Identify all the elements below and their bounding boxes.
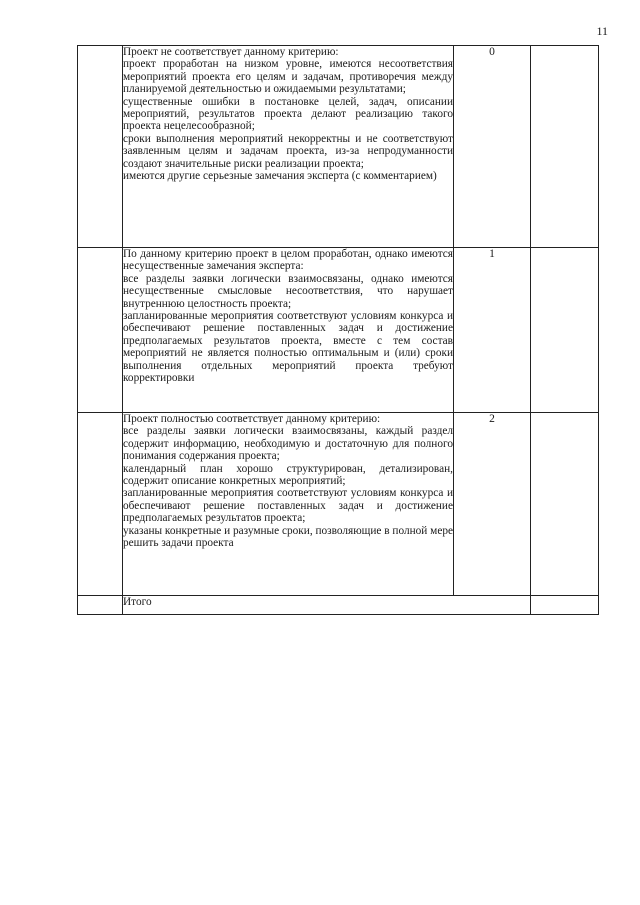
criterion-line: Проект не соответствует данному критерию:	[123, 46, 339, 58]
criterion-line: По данному критерию проект в целом проработан, однако имеются несущественные замечания эксперта:	[123, 248, 453, 273]
criterion-line: Проект полностью соответствует данному критерию:	[123, 413, 381, 425]
page-number: 11	[596, 24, 608, 38]
criterion-line: сроки выполнения мероприятий некорректны и не соответствуют заявленным целям и задачам проекта, из-за непродуманности создают значительные риски реализации проекта;	[123, 132, 453, 170]
criterion-line: все разделы заявки логически взаимосвязаны, однако имеются несущественные смысловые несоответствия, что нарушает внутреннюю целостность проекта;	[123, 272, 453, 310]
table-row	[78, 413, 599, 596]
total-label: Итого	[123, 596, 531, 615]
empty-cell	[78, 596, 123, 615]
total-value-cell	[531, 596, 599, 615]
criterion-description	[123, 248, 454, 413]
criterion-line: проект проработан на низком уровне, имеются несоответствия мероприятий проекта его целям и задачам, противоречия между планируемой деятельностью и ожидаемыми результатами;	[123, 58, 453, 96]
empty-cell	[78, 248, 123, 413]
empty-cell	[78, 413, 123, 596]
empty-cell	[78, 46, 123, 248]
criterion-line: календарный план хорошо структурирован, детализирован, содержит описание конкретных мероприятий;	[123, 462, 453, 488]
criterion-line: все разделы заявки логически взаимосвязаны, каждый раздел содержит информацию, необходимую и достаточную для полного понимания содержания проекта;	[123, 425, 453, 463]
score-cell: 2	[454, 413, 531, 596]
criterion-line: имеются другие серьезные замечания эксперта (с комментарием)	[123, 170, 437, 183]
criterion-line: запланированные мероприятия соответствуют условиям конкурса и обеспечивают решение поставленных задач и достижение предполагаемых результатов проекта, вместе с тем состав мероприятий не является полностью оптимальным и (или) сроки выполнения отдельных мероприятий проекта требуют корректировки	[123, 310, 453, 385]
score-cell: 0	[454, 46, 531, 248]
total-row	[78, 596, 599, 615]
table-row	[78, 248, 599, 413]
criterion-line: запланированные мероприятия соответствуют условиям конкурса и обеспечивают решение поставленных задач и достижение предполагаемых результатов проекта;	[123, 487, 453, 525]
criterion-description	[123, 46, 454, 248]
criterion-description	[123, 413, 454, 596]
evaluation-table	[77, 45, 599, 615]
empty-cell	[531, 46, 599, 248]
empty-cell	[531, 248, 599, 413]
score-cell: 1	[454, 248, 531, 413]
criterion-line: указаны конкретные и разумные сроки, позволяющие в полной мере решить задачи проекта	[123, 524, 453, 550]
table-row	[78, 46, 599, 248]
empty-cell	[531, 413, 599, 596]
criterion-line: существенные ошибки в постановке целей, задач, описании мероприятий, результатов проекта делают реализацию такого проекта нецелесообразной;	[123, 95, 453, 133]
